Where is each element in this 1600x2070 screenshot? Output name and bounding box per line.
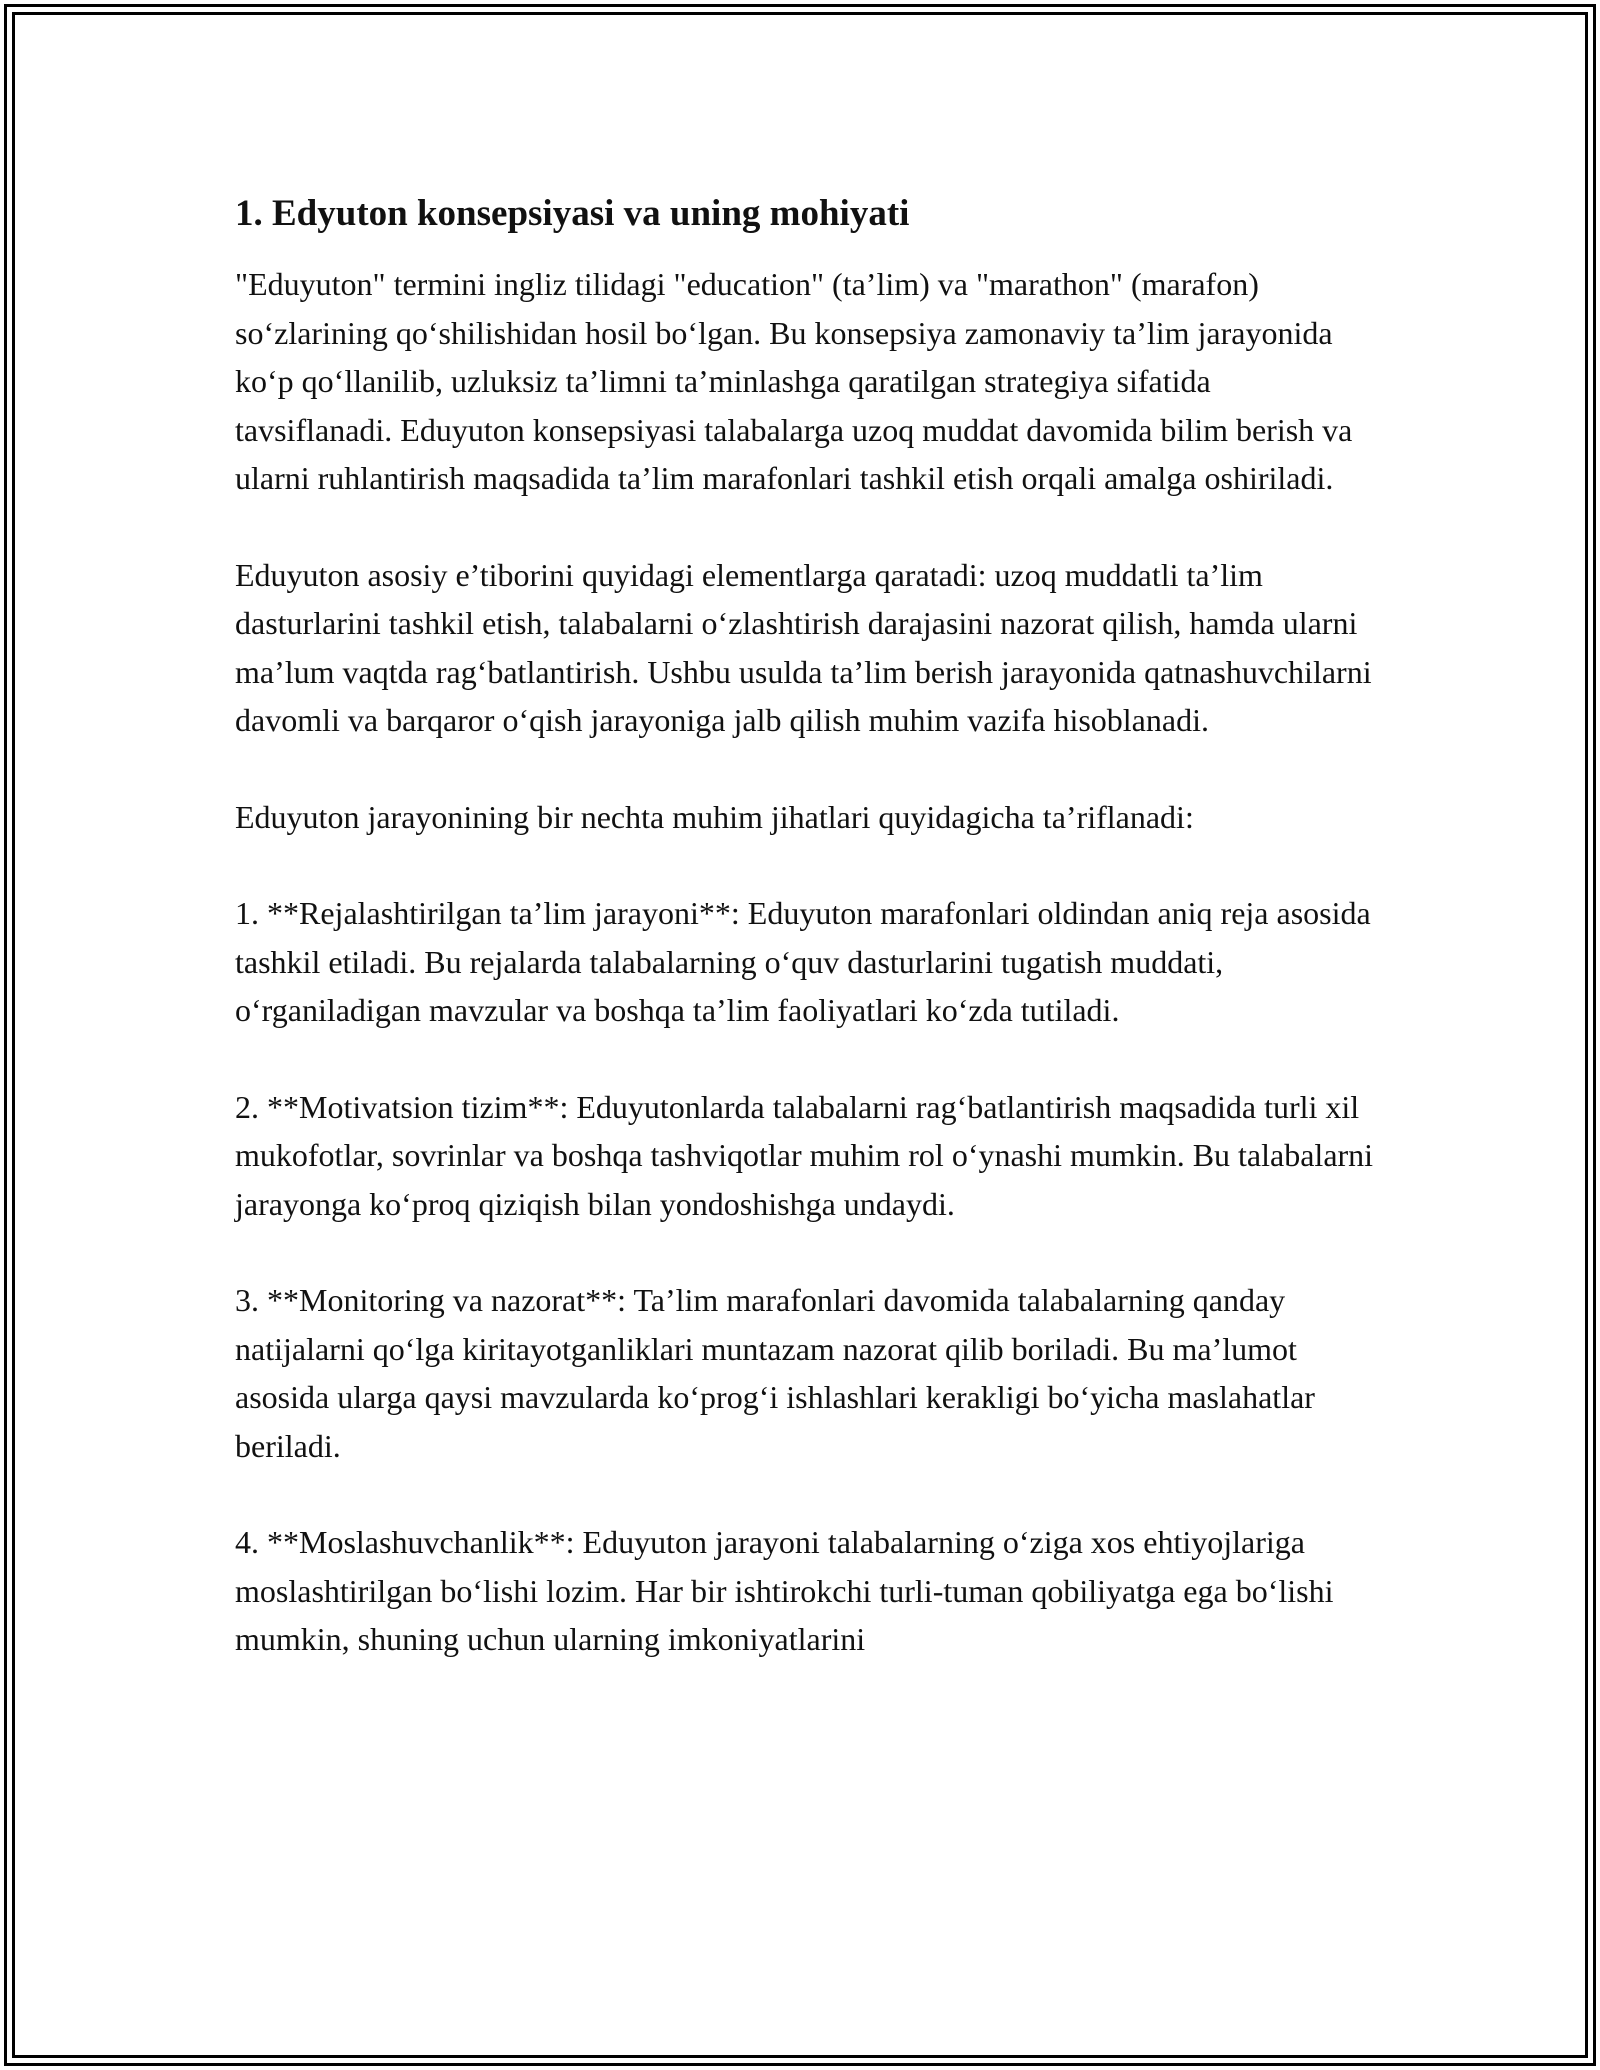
paragraph-aspects-lead: Eduyuton jarayonining bir nechta muhim jihatlari quyidagicha ta’riflanadi: [235,798,1194,835]
list-item-flexibility: 4. **Moslashuvchanlik**: Eduyuton jarayoni talabalarning o‘ziga xos ehtiyojlariga moslashtirilgan bo‘lishi lozim. Har bir ishtirokchi turli-tuman qobiliyatga ega bo‘lishi mumkin, shuning uchun ularning imkoniyatlarini [235,1524,1334,1657]
list-item-planned-process: 1. **Rejalashtirilgan ta’lim jarayoni**: Eduyuton marafonlari oldindan aniq reja asosida tashkil etiladi. Bu rejalarda talabalarning o‘quv dasturlarini tugatish muddati, o‘rganiladigan mavzular va boshqa ta’lim faoliyatlari ko‘zda tutiladi. [235,895,1371,1028]
section-heading: 1. Edyuton konsepsiyasi va uning mohiyati [235,193,910,234]
paragraph-intro: "Eduyuton" termini ingliz tilidagi "education" (ta’lim) va "marathon" (marafon) so‘zlarining qo‘shilishidan hosil bo‘lgan. Bu konsepsiya zamonaviy ta’lim jarayonida ko‘p qo‘llanilib, uzluksiz ta’limni ta’minlashga qaratilgan strategiya sifatida tavsiflanadi. Eduyuton konsepsiyasi talabalarga uzoq muddat davomida bilim berish va ularni ruhlantirish maqsadida ta’lim marafonlari tashkil etish orqali amalga oshiriladi. [235,266,1353,496]
document-body [235,190,1375,1664]
paragraph-focus: Eduyuton asosiy e’tiborini quyidagi elementlarga qaratadi: uzoq muddatli ta’lim dasturlarini tashkil etish, talabalarni o‘zlashtirish darajasini nazorat qilish, hamda ularni ma’lum vaqtda rag‘batlantirish. Ushbu usulda ta’lim berish jarayonida qatnashuvchilarni davomli va barqaror o‘qish jarayoniga jalb qilish muhim vazifa hisoblanadi. [235,556,1372,738]
list-item-motivation-system: 2. **Motivatsion tizim**: Eduyutonlarda talabalarni rag‘batlantirish maqsadida turli xil mukofotlar, sovrinlar va boshqa tashviqotlar muhim rol o‘ynashi mumkin. Bu talabalarni jarayonga ko‘proq qiziqish bilan yondoshishga undaydi. [235,1088,1374,1222]
list-item-monitoring: 3. **Monitoring va nazorat**: Ta’lim marafonlari davomida talabalarning qanday natijalarni qo‘lga kiritayotganliklari muntazam nazorat qilib boriladi. Bu ma’lumot asosida ularga qaysi mavzularda ko‘prog‘i ishlashlari kerakligi bo‘yicha maslahatlar beriladi. [235,1282,1315,1464]
